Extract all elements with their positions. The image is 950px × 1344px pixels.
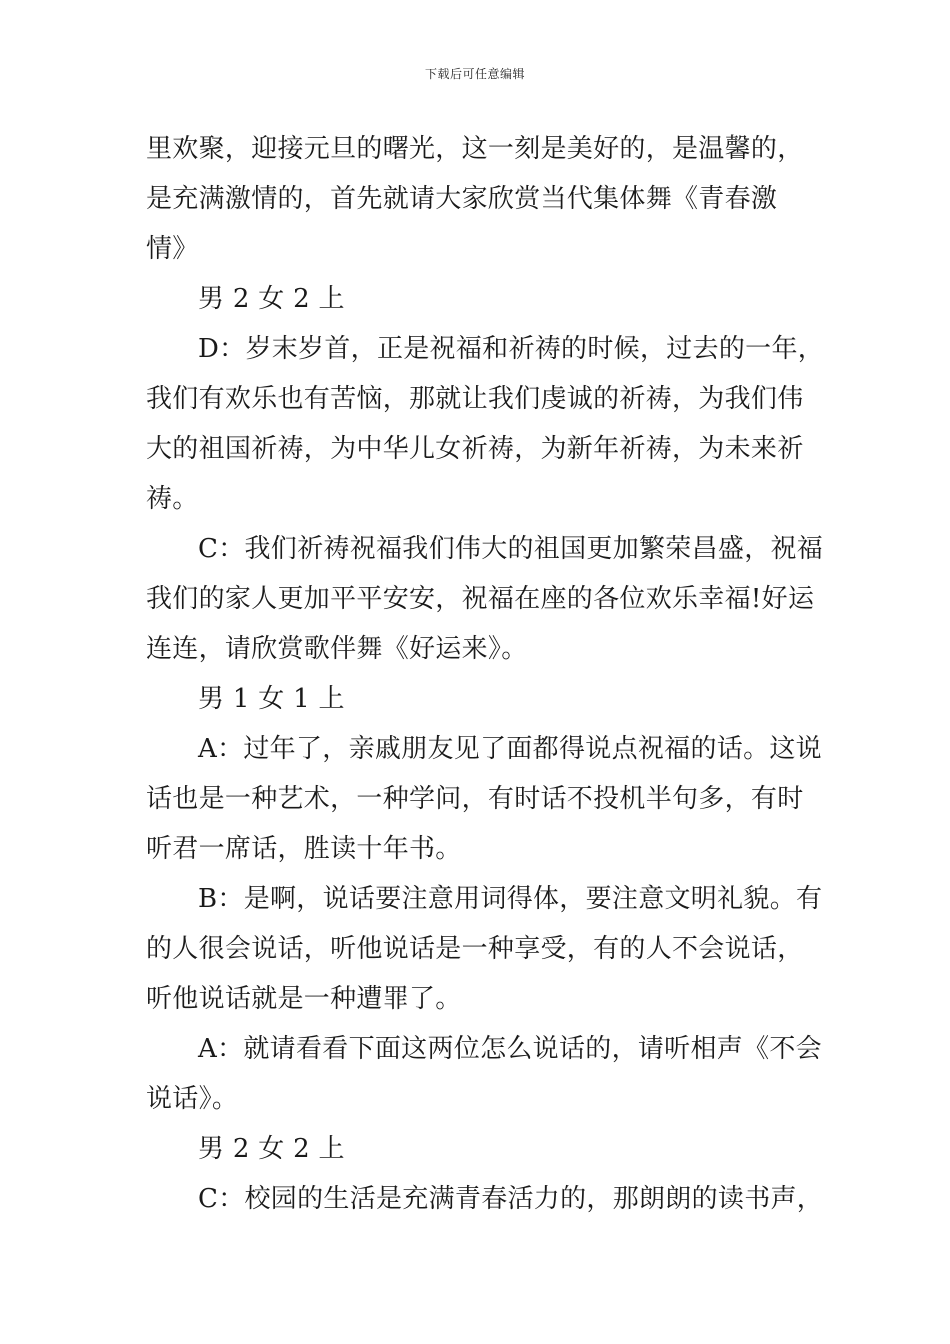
- text-line: A：就请看看下面这两位怎么说话的，请听相声《不会: [198, 1034, 822, 1064]
- text-line: C：我们祈祷祝福我们伟大的祖国更加繁荣昌盛，祝福: [198, 534, 824, 564]
- text-line: 我们有欢乐也有苦恼，那就让我们虔诚的祈祷，为我们伟: [146, 384, 804, 414]
- text-line: 连连，请欣赏歌伴舞《好运来》。: [146, 634, 528, 664]
- document-body: [146, 124, 825, 1224]
- page-header: 下载后可任意编辑: [424, 67, 525, 81]
- text-line: 祷。: [146, 484, 199, 514]
- text-line: 听君一席话，胜读十年书。: [146, 834, 462, 864]
- text-line: A：过年了，亲戚朋友见了面都得说点祝福的话。这说: [198, 734, 822, 764]
- text-line: 男 2 女 2 上: [198, 1134, 345, 1164]
- text-line: 是充满激情的，首先就请大家欣赏当代集体舞《青春激: [146, 184, 778, 214]
- text-line: 听他说话就是一种遭罪了。: [146, 984, 462, 1014]
- text-line: B：是啊，说话要注意用词得体，要注意文明礼貌。有: [198, 884, 823, 914]
- text-line: 里欢聚，迎接元旦的曙光，这一刻是美好的，是温馨的，: [146, 134, 804, 164]
- text-line: 话也是一种艺术，一种学问，有时话不投机半句多，有时: [146, 784, 804, 814]
- text-line: 男 2 女 2 上: [198, 284, 345, 314]
- text-line: 的人很会说话，听他说话是一种享受，有的人不会说话，: [146, 934, 804, 964]
- text-line: 说话》。: [146, 1084, 239, 1114]
- text-line: C：校园的生活是充满青春活力的，那朗朗的读书声，: [198, 1184, 824, 1214]
- text-line: 我们的家人更加平平安安，祝福在座的各位欢乐幸福!好运: [146, 584, 815, 614]
- text-line: 情》: [146, 234, 199, 264]
- text-line: D：岁末岁首，正是祝福和祈祷的时候，过去的一年，: [198, 334, 825, 364]
- text-line: 男 1 女 1 上: [198, 684, 345, 714]
- text-line: 大的祖国祈祷，为中华儿女祈祷，为新年祈祷，为未来祈: [146, 434, 804, 464]
